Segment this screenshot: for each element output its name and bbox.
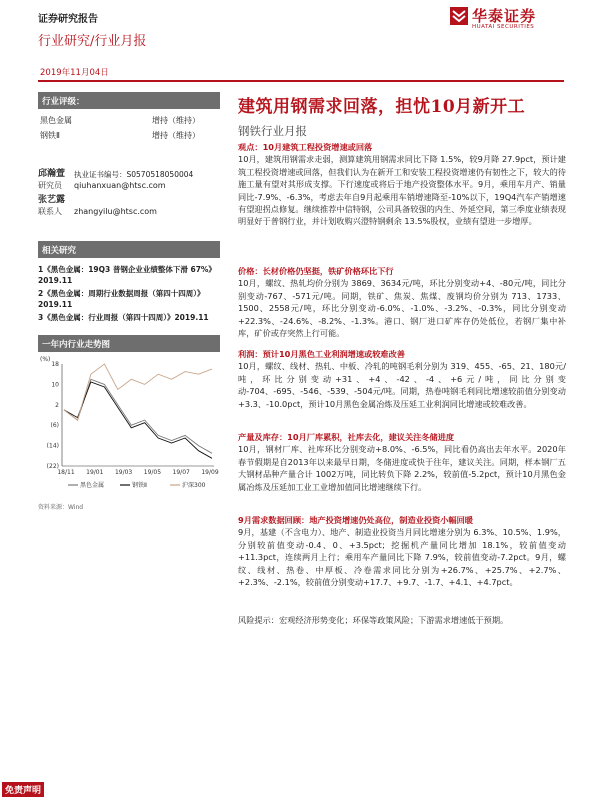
- analyst-role: 联系人: [38, 207, 62, 216]
- x-tick-label: 19/03: [114, 469, 133, 476]
- rating-row: [38, 128, 220, 143]
- x-tick-label: 19/01: [86, 469, 104, 476]
- company-logo: [450, 5, 580, 33]
- y-axis-label: (%): [40, 356, 51, 363]
- analyst-email[interactable]: qiuhanxuan@htsc.com: [74, 181, 166, 190]
- cert-number: S0570518050004: [126, 170, 194, 179]
- report-category: 行业研究/行业月报: [38, 34, 147, 49]
- report-subtitle: 钢铁行业月报: [238, 124, 307, 138]
- legend-label: 钢铁Ⅱ: [132, 482, 147, 489]
- y-tick-label: (6): [50, 422, 59, 430]
- analyst-name: 张艺露: [38, 195, 66, 205]
- section-heading: 利润：预计10月黑色工业利润增速或较难改善: [238, 349, 405, 359]
- series-line: [64, 382, 212, 458]
- legend-label: 沪深300: [182, 482, 206, 489]
- chart-heading: 一年内行业走势图: [38, 335, 220, 352]
- section-output: [238, 431, 566, 493]
- header-divider: [38, 80, 564, 82]
- section-heading: 产量及库存：10月厂库累积，社库去化，建议关注冬储进度: [238, 432, 455, 442]
- rating-row: [38, 113, 220, 128]
- section-text: 10月，螺纹、线材、热轧、中板、冷轧的吨钢毛利分别为 319、455、-65、21、180元/吨，环比分别变动+31、+4、-42、-4、+6元/吨，同比分别变动-704、-695、-546、-539、-504元/吨。同期，热卷吨钢毛利同比增速较前值分别变动+3.3、-10.0pct，预计10月黑色金属冶炼及压延工业利润同比增速或较难改善。: [238, 361, 566, 409]
- section-heading: 9月需求数据回顾：地产投资增速仍处高位，制造业投资小幅回暖: [238, 515, 473, 525]
- trend-chart: [38, 354, 220, 494]
- related-report-link[interactable]: 2《黑色金属：周期行业数据周报（第四十四周）》2019.11: [38, 289, 205, 309]
- rating-heading: 行业评级：: [38, 92, 220, 109]
- section-text: 10月，建筑用钢需求走弱，测算建筑用钢需求同比下降 1.5%，较9月降 27.9pct，预计建筑工程投资增速或回落，但我们认为在新开工和安装工程投资增速仍有韧性之下，较大的待施工量有望对其形成支撑。下行速度或将后于地产投资整体水平。9月，乘用车月产、销量同比-7.9%、-6.3%，考虑去年自9月起乘用车销增速降至-10%以下，19Q4汽车产销增速有望迎拐点修复。继续推荐中信特钢，公司具备较强的内生、外延空间，第三季度业绩表现明显好于普钢行业，并计划收购兴澄特钢剩余 13.5%股权，业绩有望进一步增厚。: [238, 154, 566, 227]
- logo-mark-icon: [450, 7, 468, 25]
- chart-source: 资料来源：Wind: [38, 504, 84, 511]
- legend-label: 黑色金属: [80, 482, 105, 489]
- section-heading: 价格：长材价格仍坚挺，铁矿价格环比下行: [238, 266, 394, 276]
- x-tick-label: 19/05: [143, 469, 162, 476]
- main-content: [238, 92, 566, 139]
- related-report-link[interactable]: 3《黑色金属：行业周报（第四十四周）》2019.11: [38, 313, 209, 322]
- x-tick-label: 18/11: [57, 469, 75, 476]
- rating-value: 增持（维持）: [152, 131, 200, 140]
- analyst-email[interactable]: zhangyilu@htsc.com: [74, 207, 157, 216]
- section-text: 9月，基建（不含电力）、地产、制造业投资当月同比增速分别为 6.3%、10.5%、1.9%，分别较前值变动-0.4、0、+3.5pct；挖掘机产量同比增加 18.1%，较前值变动+11.3pct，连续两月上行；乘用车产量同比下降 7.9%，较前值变动-7.2pct。9月，螺纹、线材、热卷、中厚板、冷卷需求同比分别为+26.7%、+25.7%、+2.7%、+2.3%、-2.1%，较前值分别变动+17.7、+9.7、-1.7、+4.1、+4.7pct。: [238, 527, 566, 588]
- logo-text-en: HUATAI SECURITIES: [472, 24, 535, 30]
- y-tick-label: (14): [46, 442, 59, 450]
- analyst-role: 研究员: [38, 181, 62, 190]
- series-line: [64, 364, 212, 420]
- disclaimer-tag[interactable]: 免责声明: [2, 782, 44, 797]
- section-view: [238, 141, 566, 228]
- risk-text: 风险提示：宏观经济形势变化；环保等政策风险；下游需求增速低于预期。: [238, 615, 509, 625]
- x-tick-label: 19/09: [201, 469, 219, 476]
- analyst-card: [38, 169, 220, 191]
- report-type-label: 证券研究报告: [38, 14, 98, 25]
- section-demand: [238, 514, 566, 588]
- rating-value: 增持（维持）: [152, 116, 200, 125]
- section-profit: [238, 348, 566, 410]
- y-tick-label: 18: [51, 361, 59, 368]
- report-date: 2019年11月04日: [40, 68, 109, 78]
- rating-name: 黑色金属: [40, 116, 72, 125]
- y-tick-label: 10: [51, 381, 59, 389]
- section-text: 10月，螺纹、热轧均价分别为 3869、3634元/吨，环比分别变动+4、-80元/吨，同比分别变动-767、-571元/吨。同期，铁矿、焦炭、焦煤、废钢均价分别为 713、1733、1500、2558元/吨，环比分别变动-6.0%、-1.0%、-3.2%、-0.3%，同比分别变动+22.3%、-24.6%、-8.2%、-1.3%。港口、钢厂进口矿库存仍处低位，若钢厂集中补库，矿价或存突然上行可能。: [238, 278, 566, 339]
- x-tick-label: 19/07: [172, 469, 190, 476]
- risk-notice: [238, 614, 566, 626]
- analyst-name: 邱瀚萱: [38, 169, 66, 179]
- y-tick-label: 2: [55, 401, 59, 409]
- sidebar: [38, 92, 220, 511]
- cert-label: 执业证书编号：: [74, 170, 127, 179]
- section-text: 10月，钢材厂库、社库环比分别变动+8.0%、-6.5%，同比看仍高出去年水平。2020年春节假期是自2013年以来最早日期，冬储进度或快于往年，建议关注。同期，样本钢厂五大钢材品种产量合计 1002万吨，同比转负下降 2.2%，较前值-5.2pct，预计10月黑色金属冶炼及压延加工业工业增加值同比增速继续下行。: [238, 444, 566, 492]
- related-heading: 相关研究: [38, 241, 220, 258]
- logo-text-cn: 华泰证券: [472, 7, 537, 25]
- rating-name: 钢铁Ⅱ: [40, 131, 60, 140]
- section-price: [238, 265, 566, 339]
- report-title: 建筑用钢需求回落，担忧10月新开工: [238, 97, 526, 117]
- section-heading: 观点：10月建筑工程投资增速或回落: [238, 142, 373, 152]
- analyst-card: [38, 195, 220, 217]
- related-report-link[interactable]: 1《黑色金属：19Q3 普钢企业业绩整体下滑 67%》2019.11: [38, 265, 216, 285]
- y-tick-label: (22): [46, 463, 59, 470]
